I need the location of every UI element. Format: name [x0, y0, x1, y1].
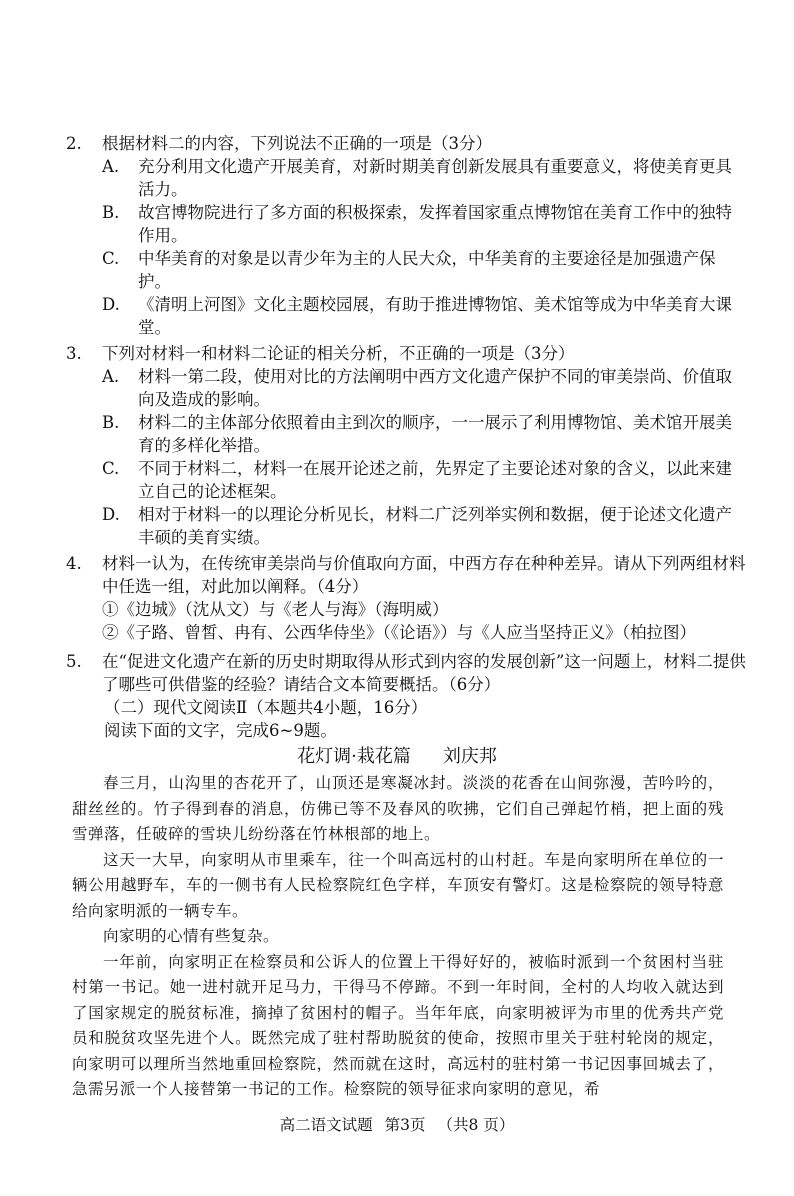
page-footer [0, 1113, 794, 1135]
option-text: 不同于材料二，材料一在展开论述之前，先界定了主要论述对象的含义，以此来建立自己的论述框架。 [138, 459, 732, 501]
story-paragraph: 一年前，向家明正在检察员和公诉人的位置上干得好好的，被临时派到一个贫困村当驻村第一书记。她一进村就开足马力，干得马不停蹄。不到一年时间，全村的人均收入就达到了国家规定的脱贫标准，摘掉了贫困村的帽子。当年年底，向家明被评为市里的优秀共产党员和脱贫攻坚先进个人。既然完成了驻村帮助脱贫的使命，按照市里关于驻村轮岗的规定，向家明可以理所当然地重回检察院，然而就在这时，高远村的驻村第一书记因事回城去了，急需另派一个人接替第一书记的工作。检察院的领导征求向家明的意见，希 [72, 952, 724, 1098]
option-letter: B. [102, 203, 120, 222]
option-text: 故宫博物院进行了多方面的积极探索，发挥着国家重点博物馆在美育工作中的独特作用。 [138, 203, 732, 245]
story-body [72, 771, 724, 1103]
material-option-1: ①《边城》（沈从文）与《老人与海》（海明威） [102, 600, 449, 619]
option-letter: C. [102, 249, 120, 268]
material-option-2: ②《子路、曾皙、冉有、公西华侍坐》（《论语》）与《人应当坚持正义》（柏拉图） [102, 623, 696, 642]
option-letter: C. [102, 459, 120, 478]
story-paragraph: 这天一大早，向家明从市里乘车，往一个叫高远村的山村赶。车是向家明所在单位的一辆公用越野车，车的一侧书有人民检察院红色字样，车顶安有警灯。这是检察院的领导特意给向家明派的一辆专车。 [72, 850, 724, 920]
option-text: 相对于材料一的以理论分析见长，材料二广泛列举实例和数据，便于论述文化遗产丰硕的美育实绩。 [138, 505, 732, 547]
section-instruction: 阅读下面的文字，完成6~9题。 [104, 721, 337, 740]
story-author: 刘庆邦 [442, 746, 497, 767]
page-number: 第3页 [384, 1116, 426, 1134]
story-title: 花灯调·栽花篇 [297, 746, 411, 767]
option-text: 材料二的主体部分依照着由主到次的顺序，一一展示了利用博物馆、美术馆开展美育的多样化举措。 [138, 413, 732, 455]
option-b [102, 201, 746, 247]
option-letter: A. [102, 367, 120, 386]
option-letter: B. [102, 413, 120, 432]
question-stem: 根据材料二的内容，下列说法不正确的一项是（3分） [102, 134, 492, 153]
section-heading: （二）现代文阅读Ⅱ（本题共4小题，16分） [104, 698, 428, 717]
question-number: 5. [66, 652, 82, 671]
question-5 [66, 650, 746, 696]
question-stem: 下列对材料一和材料二论证的相关分析，不正确的一项是（3分） [102, 344, 575, 363]
option-text: 材料一第二段，使用对比的方法阐明中西方文化遗产保护不同的审美崇尚、价值取向及造成的影响。 [138, 367, 732, 409]
option-text: 《清明上河图》文化主题校园展，有助于推进博物馆、美术馆等成为中华美育大课堂。 [138, 295, 732, 337]
question-2 [66, 132, 746, 339]
question-stem: 材料一认为，在传统审美崇尚与价值取向方面，中西方存在种种差异。请从下列两组材料中任选一组，对此加以阐释。（4分） [102, 554, 746, 596]
question-number: 2. [66, 134, 82, 153]
story-title-row [0, 745, 794, 769]
option-b [102, 411, 746, 457]
question-number: 4. [66, 554, 82, 573]
option-text: 中华美育的对象是以青少年为主的人民大众，中华美育的主要途径是加强遗产保护。 [138, 249, 716, 291]
option-letter: D. [102, 505, 120, 524]
question-stem: 在“促进文化遗产在新的历史时期取得从形式到内容的发展创新”这一问题上，材料二提供了哪些可供借鉴的经验？请结合文本简要概括。（6分） [102, 652, 746, 694]
option-letter: A. [102, 157, 120, 176]
option-c [102, 457, 746, 503]
option-a [102, 365, 746, 411]
question-number: 3. [66, 344, 82, 363]
exam-name: 高二语文试题 [279, 1116, 373, 1134]
question-4 [66, 552, 746, 644]
option-d [102, 503, 746, 549]
option-text: 充分利用文化遗产开展美育，对新时期美育创新发展具有重要意义，将使美育更具活力。 [138, 157, 732, 199]
question-3 [66, 342, 746, 549]
option-a [102, 155, 746, 201]
option-letter: D. [102, 295, 120, 314]
story-paragraph: 向家明的心情有些复杂。 [103, 927, 280, 945]
option-d [102, 293, 746, 339]
story-paragraph: 春三月，山沟里的杏花开了，山顶还是寒凝冰封。淡淡的花香在山间弥漫，苦吟吟的，甜丝丝的。竹子得到春的消息，仿佛已等不及春风的吹拂，它们自己弹起竹梢，把上面的残雪弹落，任破碎的雪块儿纷纷落在竹林根部的地上。 [72, 774, 724, 843]
option-c [102, 247, 746, 293]
page-total: （共8 页） [437, 1116, 515, 1134]
